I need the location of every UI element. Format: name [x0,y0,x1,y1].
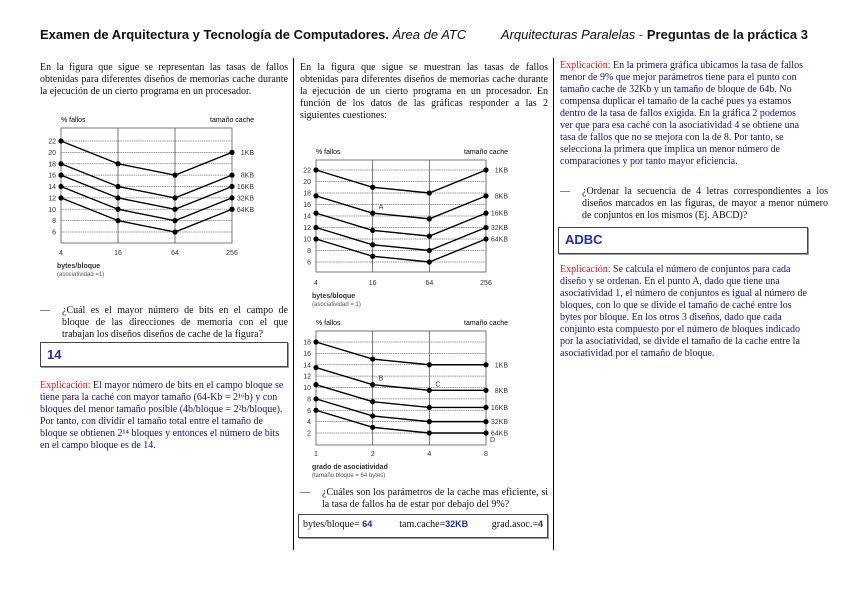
answer-value: ADBC [565,232,603,247]
data-point-32KB [58,184,63,189]
x-axis-label: grado de asociatividad [312,464,388,471]
data-point-64KB [427,259,432,264]
explanation-label: Explicación: [560,60,611,71]
associativity-value: 4 [537,519,543,529]
data-point-64KB [370,425,375,430]
legend-label-1KB: 1KB [494,167,508,175]
y-tick-label: 18 [48,161,56,169]
data-point-8KB [115,184,120,189]
data-point-32KB [229,195,234,200]
y-axis-label: % fallos [61,117,86,124]
data-point-1KB [483,167,488,172]
data-point-64KB [115,218,120,223]
data-point-32KB [427,248,432,253]
point-annotation-B: B [378,375,384,383]
explanation-label: Explicación: [40,380,91,391]
y-tick-label: 4 [307,419,311,427]
col2-answer-box[interactable] [298,514,548,538]
y-tick-label: 20 [303,179,311,186]
y-tick-label: 12 [48,195,56,203]
y-tick-label: 22 [48,138,56,146]
data-point-16KB [313,211,318,216]
legend-label-16KB: 16KB [490,404,508,412]
data-point-1KB [115,161,120,166]
x-axis-note: (tamaño bloque = 64 bytes) [312,473,386,479]
legend-label-64KB: 64KB [236,206,254,214]
data-point-1KB [58,138,63,143]
y-tick-label: 6 [52,229,56,237]
data-point-64KB [172,229,177,234]
y-tick-label: 14 [303,213,311,221]
data-point-8KB [229,173,234,178]
legend-label-1KB: 1KB [494,362,508,370]
x-axis-note: (asociatividad =1) [57,272,105,278]
data-point-32KB [313,396,318,401]
x-tick-label: 16 [114,250,122,257]
data-point-64KB [229,207,234,212]
y-tick-label: 8 [307,396,311,404]
series-line-8KB [316,368,486,391]
data-point-8KB [58,161,63,166]
legend-title: tamaño cache [464,149,508,156]
legend-title: tamaño cache [464,320,508,327]
y-tick-label: 6 [307,259,311,267]
data-point-8KB [370,382,375,387]
column-divider [553,58,554,550]
data-point-1KB [229,150,234,155]
col3-explanation-2 [560,264,810,360]
col2-question [300,487,548,511]
x-tick-label: 64 [425,280,434,287]
y-tick-label: 16 [303,350,311,358]
explanation-text: Se calcula el número de conjuntos para cada diseño y se ordenan. En el punto A, dado que tiene una asociatividad 1, el número de conjuntos es igual al número de bloques, con lo que se divide el tamaño de caché entre los bytes por bloque. En los otros 3 diseños, dado que cada conjunto esta compuesto por el número de bloques indicado por la asociatividad, se divide el tamaño de la cache entre la asociatividad por el tamaño de bloque. [560,264,807,359]
col1-answer-box[interactable] [40,342,288,367]
y-tick-label: 10 [48,206,56,214]
data-point-64KB [313,408,318,413]
col1-question [40,305,288,341]
question-dash: — [40,305,50,316]
y-tick-label: 18 [303,339,311,347]
question-text: ¿Ordenar la secuencia de 4 letras correspondientes a los diseños marcados en las figuras, de mayor a menor número de conjuntos en los mismos (Ej. ABCD)? [582,186,828,221]
col3-explanation-1 [560,60,810,168]
data-point-16KB [483,211,488,216]
answer-value: 14 [47,347,62,362]
area-label: Área de ATC [392,27,467,42]
data-point-64KB [370,254,375,259]
legend-label-32KB: 32KB [236,195,254,203]
data-point-32KB [483,419,488,424]
data-point-32KB [427,419,432,424]
data-point-32KB [313,225,318,230]
point-annotation-D: D [490,437,496,444]
data-point-32KB [483,225,488,230]
y-tick-label: 22 [303,167,311,175]
data-point-1KB [370,356,375,361]
legend-label-32KB: 32KB [490,225,508,232]
data-point-1KB [427,190,432,195]
y-tick-label: 8 [307,248,311,255]
data-point-8KB [483,388,488,393]
question-text: ¿Cuáles son los parámetros de la cache mas eficiente, si la tasa de fallos ha de estar por debajo del 9%? [322,487,548,510]
data-point-1KB [313,167,318,172]
data-point-8KB [172,195,177,200]
data-point-16KB [313,382,318,387]
explanation-label: Explicación: [560,264,611,275]
data-point-1KB [172,173,177,178]
x-tick-label: 2 [370,451,375,458]
data-point-32KB [115,207,120,212]
data-point-64KB [483,236,488,241]
series-line-8KB [316,196,486,219]
data-point-8KB [313,365,318,370]
point-annotation-A: A [378,204,384,212]
data-point-32KB [370,242,375,247]
cache-size-value: 32KB [445,519,469,529]
data-point-8KB [427,388,432,393]
x-tick-label: 4 [427,451,432,458]
cache-size-label: tam.cache= [399,519,446,530]
x-tick-label: 8 [484,451,488,458]
data-point-16KB [172,207,177,212]
section-title: Preguntas de la práctica 3 [646,27,808,42]
data-point-64KB [313,236,318,241]
x-axis-label: bytes/bloque [312,293,356,300]
legend-label-32KB: 32KB [490,419,508,427]
question-text: ¿Cuál es el mayor número de bits en el campo de bloque de las direcciones de memoria con el que trabajan los diseños diseños de cache de la figura? [62,305,288,340]
x-tick-label: 4 [314,280,318,287]
data-point-16KB [427,234,432,239]
y-tick-label: 20 [48,149,56,157]
legend-title: tamaño cache [210,117,254,124]
y-axis-label: % fallos [316,149,341,156]
data-point-1KB [483,362,488,367]
explanation-text: En la primera gráfica ubicamos la tasa de fallos menor de 9% que mejor parámetros tiene para el punto con tamaño cache de 32Kb y un tamaño de bloque de 64b. No compensa duplicar el tamaño de la caché pues ya estamos dentro de la tasa de fallos exigida. En la gráfica 2 podemos ver que para esa caché con la asociatividad 4 se obtiene una tasa de fallos que no se mejora con la de 8. Por tanto, se selecciona la primera que implica un menor número de comparaciones y por tanto mayor eficiencia. [560,60,803,167]
y-axis-label: % fallos [316,320,341,327]
x-tick-label: 256 [480,280,492,287]
explanation-text: El mayor número de bits en el campo bloque se tiene para la caché con mayor tamaño (64-Kb = 2¹⁶b) y con bloques del menor tamaño posible (4b/bloque = 2²b/bloque). Por tanto, con dividir el tamaño total entre el tamaño de bloque se obtienen 2¹⁴ bloques y entonces el número de bits en el campo bloque es de 14. [40,380,284,451]
data-point-8KB [427,216,432,221]
legend-label-8KB: 8KB [494,193,508,201]
data-point-1KB [427,362,432,367]
chart-miss-rate-block-size-2 [295,142,553,312]
x-axis-label: bytes/bloque [57,263,101,270]
y-tick-label: 16 [48,172,56,180]
y-tick-label: 14 [303,362,311,370]
x-tick-label: 256 [226,250,238,257]
header-separator: - [635,27,647,42]
data-point-32KB [172,218,177,223]
col1-explanation [40,380,290,452]
x-axis-note: (asociatividad = 1) [312,302,361,308]
topic-label: Arquitecturas Paralelas [500,27,636,42]
y-tick-label: 10 [303,236,311,244]
column-divider [293,58,294,550]
question-dash: — [300,487,310,498]
legend-label-1KB: 1KB [240,149,254,157]
data-point-16KB [58,173,63,178]
point-annotation-C: C [435,381,441,389]
question-dash: — [560,186,570,197]
x-tick-label: 64 [171,250,179,257]
header-right [501,27,808,42]
col3-answer-box[interactable] [558,227,808,254]
data-point-16KB [427,405,432,410]
legend-label-64KB: 64KB [490,236,508,244]
data-point-16KB [483,405,488,410]
bytes-per-block-value: 64 [362,519,373,529]
data-point-16KB [370,399,375,404]
exam-title: Examen de Arquitectura y Tecnología de Computadores. [40,27,389,42]
data-point-8KB [483,193,488,198]
data-point-16KB [370,228,375,233]
data-point-1KB [370,185,375,190]
y-tick-label: 6 [307,407,311,415]
x-tick-label: 4 [59,250,63,257]
x-tick-label: 1 [314,451,318,458]
header-left [40,27,466,42]
y-tick-label: 12 [303,373,311,381]
y-tick-label: 14 [48,184,56,191]
data-point-8KB [313,193,318,198]
chart-miss-rate-block-size-1 [35,112,290,282]
legend-label-8KB: 8KB [494,387,508,395]
data-point-16KB [115,195,120,200]
y-tick-label: 16 [303,202,311,209]
bytes-per-block-label: bytes/bloque= [303,519,360,530]
legend-label-16KB: 16KB [490,210,508,218]
data-point-1KB [313,339,318,344]
associativity-label: grad.asoc.= [491,519,538,530]
data-point-64KB [483,430,488,435]
legend-label-8KB: 8KB [240,172,254,180]
col1-intro: En la figura que sigue se representan las tasas de fallos obtenidas para diferentes diseños de memorias cache durante la ejecución de un cierto programa en un procesador. [40,62,288,97]
data-point-64KB [427,430,432,435]
y-tick-label: 12 [303,225,311,232]
y-tick-label: 18 [303,190,311,198]
data-point-32KB [370,413,375,418]
y-tick-label: 8 [52,218,56,226]
col2-intro: En la figura que sigue se muestran las tasas de fallos obtenidas para diferentes diseños de memorias cache durante la ejecución de un cierto programa en un procesador. En función de los datos de las gráficas responder a las 2 siguientes cuestiones: [300,62,548,121]
data-point-8KB [370,211,375,216]
data-point-16KB [229,184,234,189]
data-point-64KB [58,195,63,200]
y-tick-label: 2 [307,430,311,438]
chart-miss-rate-associativity [295,312,553,484]
legend-label-64KB: 64KB [490,430,508,438]
y-tick-label: 10 [303,385,311,392]
x-tick-label: 16 [368,280,377,287]
series-line-1KB [61,141,232,175]
col3-question [560,186,828,222]
legend-label-16KB: 16KB [236,184,254,191]
